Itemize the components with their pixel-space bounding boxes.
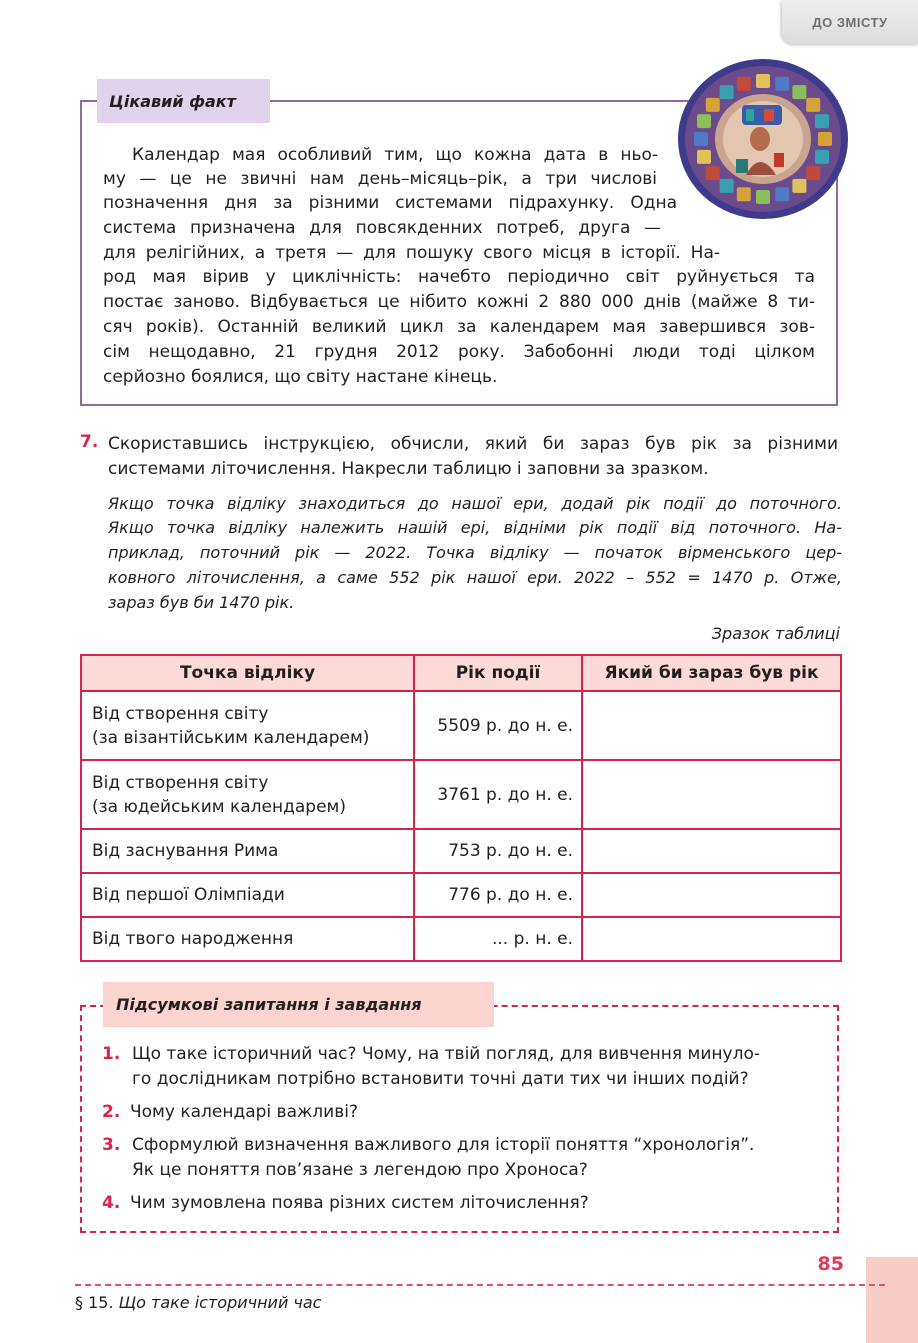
cell-line: (за візантійським календарем): [92, 727, 370, 748]
current-year-cell: [582, 917, 841, 961]
calendar-glyph: [706, 98, 720, 112]
question-text: Що таке історичний час? Чому, на твій погляд, для вивчення минуло-: [132, 1044, 760, 1064]
column-header: Який би зараз був рік: [582, 655, 841, 691]
fact-line: постає заново. Відбувається це нібито кожні 2 880 000 днів (майже 8 ти-: [103, 292, 815, 312]
page-number: 85: [817, 1253, 844, 1275]
instruction-line: зараз був би 1470 рік.: [108, 593, 295, 612]
table-row: [81, 873, 841, 917]
calendar-glyph: [775, 77, 789, 91]
event-year-cell: 776 р. до н. е.: [414, 873, 582, 917]
fact-line: Календар мая особливий тим, що кожна дата в ньо-: [132, 145, 658, 165]
summary-title: Підсумкові запитання і завдання: [103, 982, 494, 1027]
event-year-cell: 3761 р. до н. е.: [414, 760, 582, 829]
calendar-glyph: [720, 179, 734, 193]
fact-line: сяч років). Останній великий цикл за календарем мая завершився зов-: [103, 317, 815, 337]
question-text: го дослідникам потрібно встановити точні дати тих чи інших подій?: [132, 1069, 749, 1089]
current-year-cell: [582, 760, 841, 829]
current-year-cell: [582, 873, 841, 917]
calendar-glyph: [806, 166, 820, 180]
question-number: 1.: [102, 1044, 121, 1064]
question-text: Чим зумовлена поява різних систем літочислення?: [130, 1193, 589, 1213]
event-year-cell: 753 р. до н. е.: [414, 829, 582, 873]
maya-calendar-image: [676, 57, 850, 221]
calendar-glyph: [756, 190, 770, 204]
instruction-line: ковного літочислення, а саме 552 рік нашої ери. 2022 – 552 = 1470 р. Отже,: [108, 568, 842, 587]
question-number: 2.: [102, 1102, 121, 1122]
calendar-glyph: [818, 132, 832, 146]
chronology-table: [80, 654, 842, 962]
reference-point-cell: [81, 691, 414, 760]
section-title: Що таке історичний час: [118, 1293, 322, 1312]
calendar-glyph: [697, 150, 711, 164]
cell-line: Від створення світу: [92, 703, 269, 724]
column-header: Рік події: [414, 655, 582, 691]
reference-point-cell: Від заснування Рима: [81, 829, 414, 873]
question-text: Чому календарі важливі?: [130, 1102, 358, 1122]
table-caption: Зразок таблиці: [711, 624, 840, 643]
section-number: § 15.: [75, 1293, 114, 1312]
reference-point-cell: [81, 760, 414, 829]
calendar-glyph: [815, 150, 829, 164]
calendar-glyph: [792, 85, 806, 99]
calendar-glyph: [720, 85, 734, 99]
calendar-glyph: [737, 187, 751, 201]
exercise-text: системами літочислення. Накресли таблицю і заповни за зразком.: [108, 459, 709, 479]
toc-button[interactable]: ДО ЗМІСТУ: [782, 0, 918, 44]
instruction-line: приклад, поточний рік — 2022. Точка відліку — початок вірменського цер-: [108, 543, 842, 562]
table-header-row: [81, 655, 841, 691]
calendar-glyph: [806, 98, 820, 112]
question-number: 4.: [102, 1193, 121, 1213]
reference-point-cell: Від першої Олімпіади: [81, 873, 414, 917]
fact-line: род мая вірив у циклічність: начебто періодично світ руйнується та: [103, 267, 815, 287]
fact-line: система призначена для повсякденних потреб, друга —: [103, 218, 661, 238]
reference-point-cell: Від твого народження: [81, 917, 414, 961]
table-row: [81, 760, 841, 829]
running-footer: [75, 1293, 321, 1312]
fact-line: позначення дня за різними системами підрахунку. Одна: [103, 193, 677, 213]
calendar-glyph: [792, 179, 806, 193]
calendar-glyph: [775, 187, 789, 201]
fact-line: сім нещодавно, 21 грудня 2012 року. Забобонні люди тоді цілком: [103, 342, 815, 362]
cell-line: (за юдейським календарем): [92, 796, 346, 817]
event-year-cell: ... р. н. е.: [414, 917, 582, 961]
calendar-glyph: [756, 74, 770, 88]
calendar-glyph: [815, 114, 829, 128]
calendar-glyph: [737, 77, 751, 91]
fact-line: му — це не звичні нам день–місяць–рік, а три числові: [103, 169, 657, 189]
table-row: [81, 917, 841, 961]
question-text: Як це поняття пов’язане з легендою про Хроноса?: [132, 1160, 588, 1180]
fact-line: для релігійних, а третя — для пошуку свого місця в історії. На-: [103, 243, 720, 263]
instruction-line: Якщо точка відліку належить нашій ері, відніми рік події від поточного. На-: [108, 518, 842, 537]
footer-divider: [75, 1284, 885, 1286]
calendar-glyph: [697, 114, 711, 128]
fact-line: серйозно боялися, що світу настане кінець.: [103, 367, 498, 387]
fact-title: Цікавий факт: [97, 79, 270, 123]
exercise-text: Скориставшись інструкцією, обчисли, який би зараз був рік за різними: [108, 434, 838, 454]
table-row: [81, 691, 841, 760]
page-side-tab: [866, 1257, 918, 1343]
calendar-glyph: [706, 166, 720, 180]
exercise-number: 7.: [80, 432, 99, 452]
column-header: Точка відліку: [81, 655, 414, 691]
event-year-cell: 5509 р. до н. е.: [414, 691, 582, 760]
question-number: 3.: [102, 1135, 121, 1155]
question-text: Сформулюй визначення важливого для історії поняття “хронологія”.: [132, 1135, 755, 1155]
instruction-line: Якщо точка відліку знаходиться до нашої ери, додай рік події до поточного.: [108, 494, 842, 513]
current-year-cell: [582, 829, 841, 873]
table-row: [81, 829, 841, 873]
cell-line: Від створення світу: [92, 772, 269, 793]
calendar-glyph: [694, 132, 708, 146]
current-year-cell: [582, 691, 841, 760]
